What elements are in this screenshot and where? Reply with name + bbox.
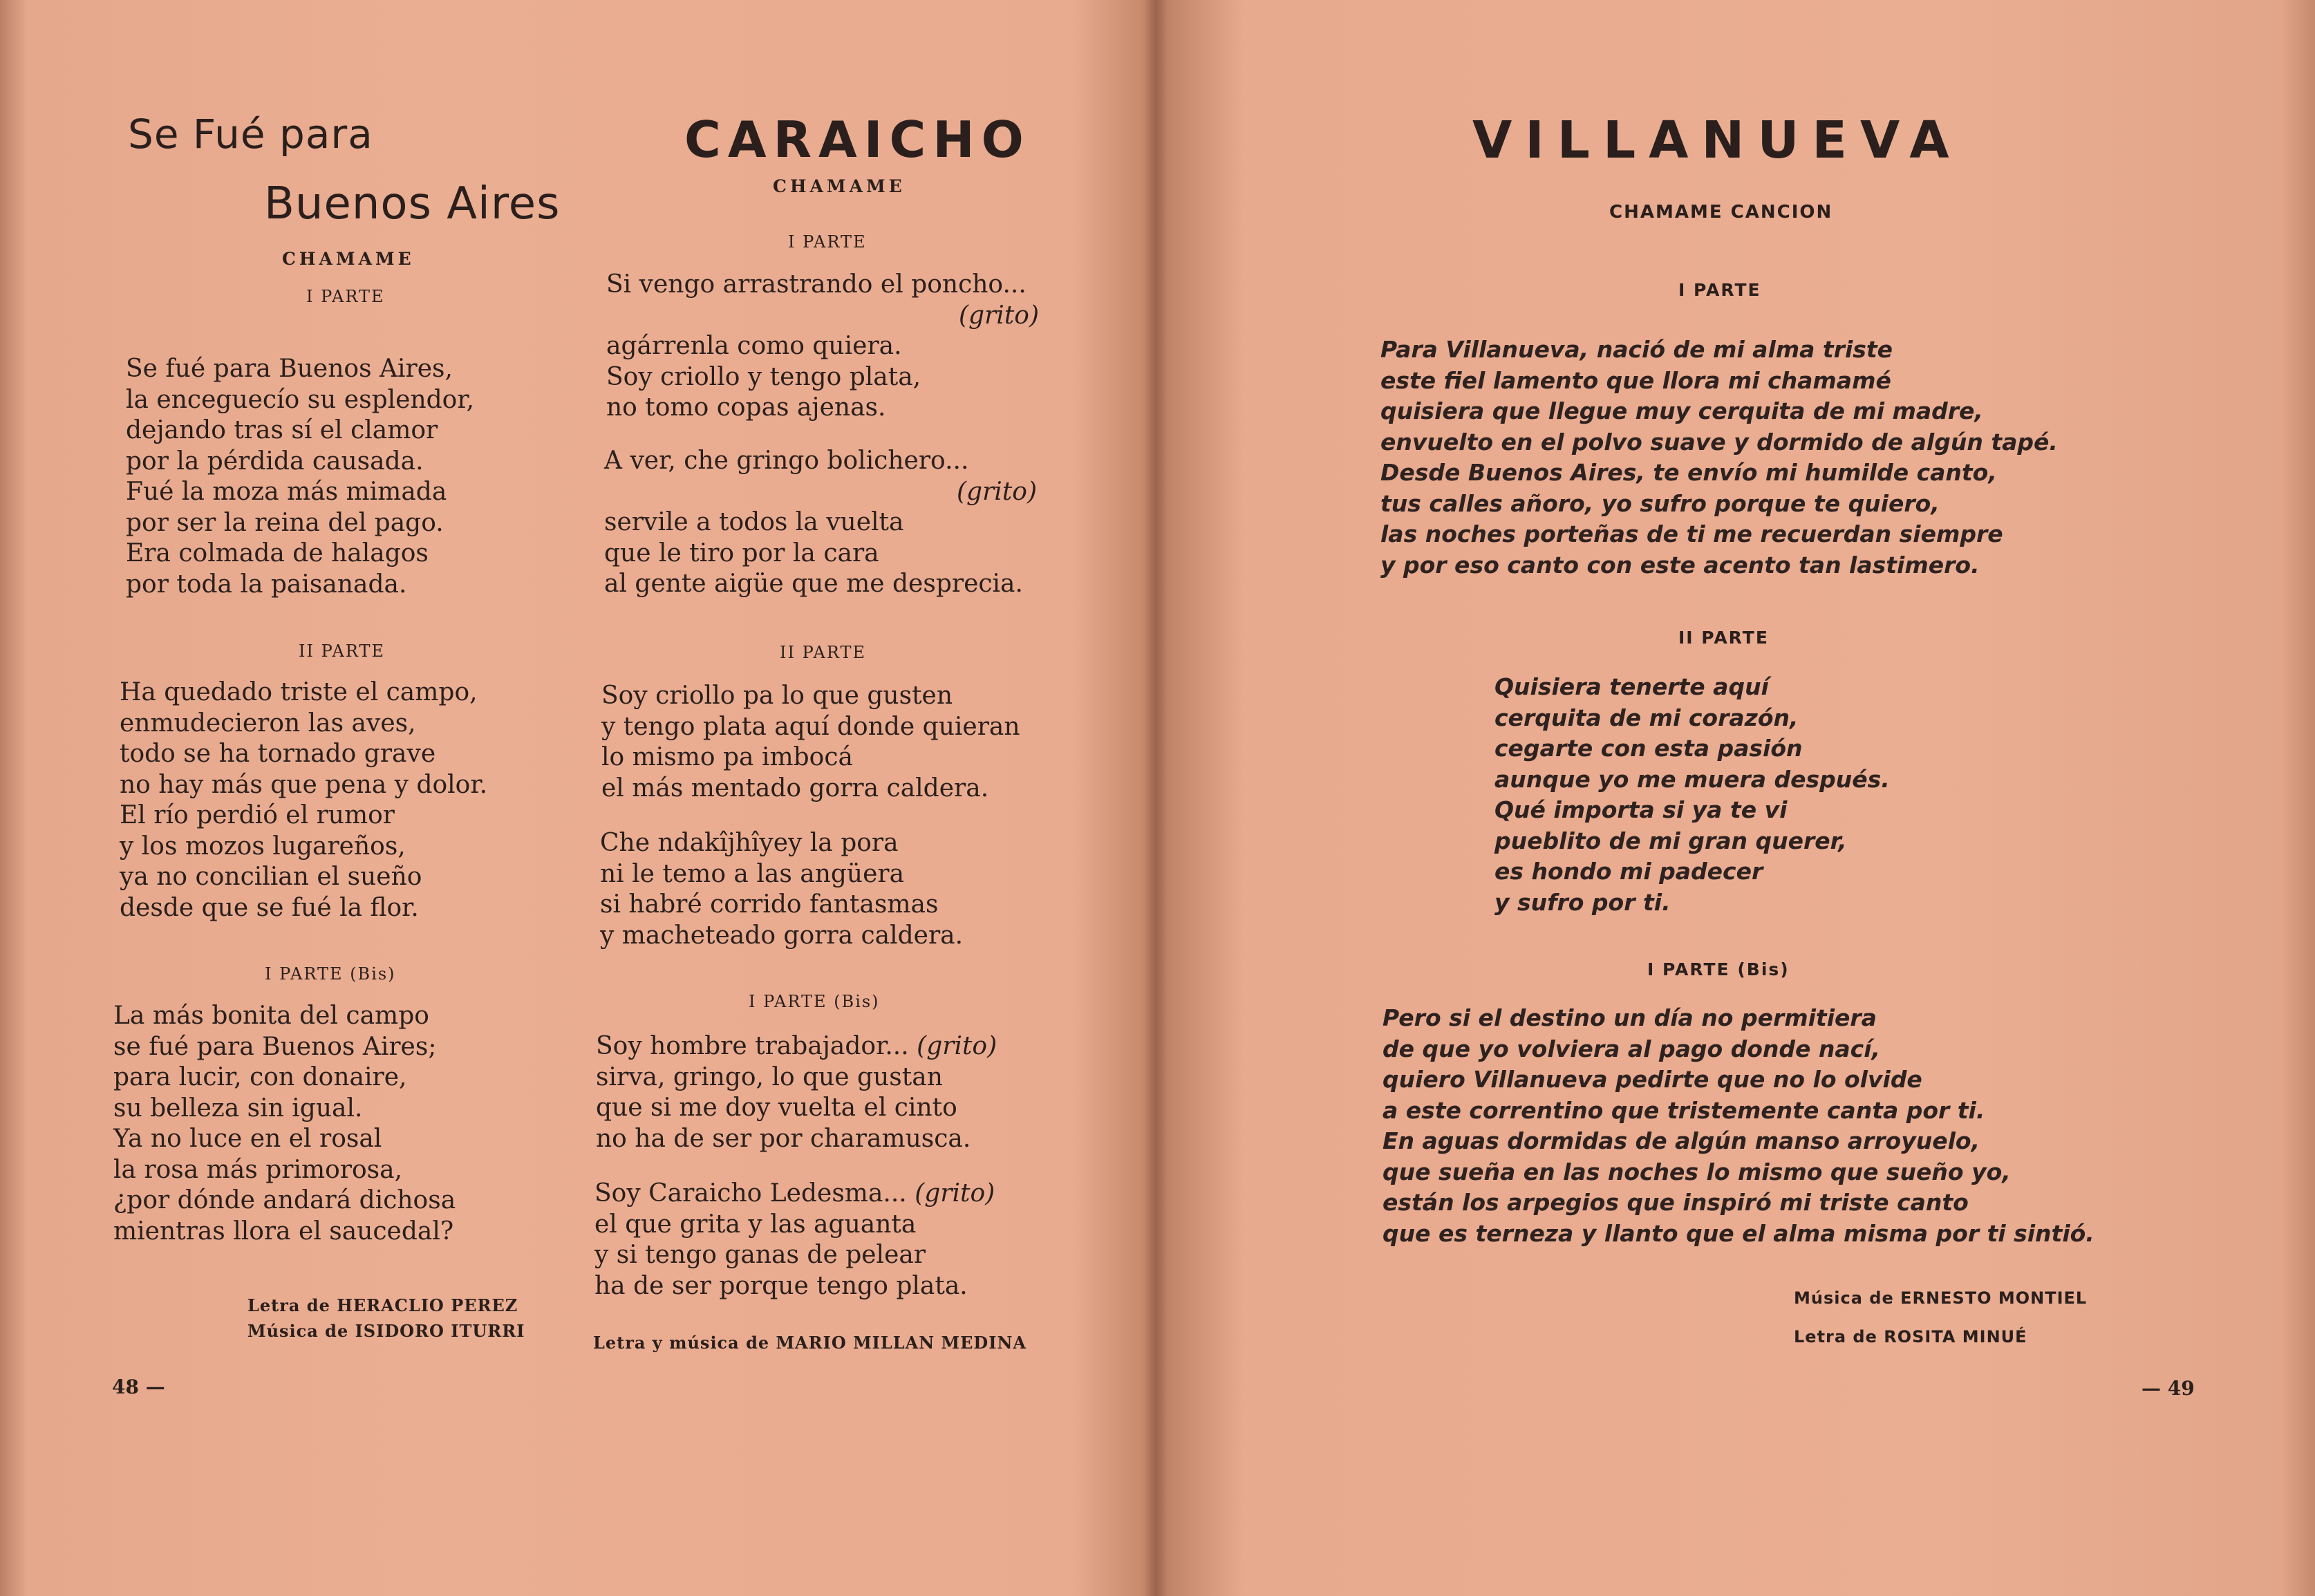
song1-part3 — [113, 1001, 456, 1247]
verse-line: este fiel lamento que llora mi chamamé — [1380, 366, 1891, 394]
song2-genre: CHAMAME — [773, 176, 906, 196]
verse-line: ni le temo a las angüera — [600, 859, 905, 888]
song1-part1 — [126, 354, 474, 600]
verse-line: se fué para Buenos Aires; — [113, 1032, 437, 1061]
villanueva-part2-label: II PARTE — [1678, 628, 1769, 648]
villanueva-credit-music: Música de ERNESTO MONTIEL — [1794, 1288, 2088, 1308]
song1-title-line2: Buenos Aires — [264, 178, 561, 229]
song1-part2 — [120, 677, 487, 923]
verse-line: Quisiera tenerte aquí — [1494, 673, 1769, 700]
song1-credit-music: Música de ISIDORO ITURRI — [247, 1321, 525, 1341]
verse-line: enmudecieron las aves, — [120, 708, 416, 738]
villanueva-part3 — [1383, 1003, 2094, 1249]
verse-line: que le tiro por la cara — [604, 538, 879, 567]
verse-line: la rosa más primorosa, — [113, 1155, 403, 1184]
page-number-right: — 49 — [2141, 1377, 2195, 1400]
villanueva-credits — [1794, 1279, 2087, 1356]
verse-line: Si vengo arrastrando el poncho... — [606, 270, 1027, 299]
song2-stanza5 — [596, 1031, 997, 1154]
verse-line: agárrenla como quiera. — [606, 332, 902, 360]
verse-line: si habré corrido fantasmas — [600, 890, 939, 919]
verse-line: para lucir, con donaire, — [113, 1063, 407, 1091]
song2-title: CARAICHO — [684, 111, 1031, 169]
verse-line: cerquita de mi corazón, — [1494, 704, 1799, 731]
verse-line: no ha de ser por charamusca. — [596, 1124, 971, 1153]
verse-line: El río perdió el rumor — [120, 801, 395, 829]
verse-line: Soy criollo pa lo que gusten — [601, 682, 953, 710]
verse-line: Pero si el destino un día no permitiera — [1383, 1004, 1877, 1031]
verse-line: Era colmada de halagos — [126, 539, 429, 567]
verse-line — [594, 1179, 995, 1210]
song2-stanza1 — [606, 270, 1039, 424]
verse-line: quiero Villanueva pedirte que no lo olvide — [1383, 1066, 1922, 1093]
song2-part1-label: I PARTE — [788, 232, 867, 252]
verse-line: el más mentado gorra caldera. — [601, 773, 989, 802]
song2-stanza3 — [601, 681, 1020, 804]
verse-line: Desde Buenos Aires, te envío mi humilde canto, — [1380, 459, 1997, 486]
villanueva-credit-lyrics: Letra de ROSITA MINUÉ — [1794, 1327, 2027, 1346]
verse-line: que es terneza y llanto que el alma misma por ti sintió. — [1383, 1219, 2094, 1247]
song1-part3-label: I PARTE (Bis) — [265, 964, 396, 984]
song1-title-line1: Se Fué para — [128, 111, 373, 158]
verse-line: envuelto en el polvo suave y dormido de algún tapé. — [1380, 428, 2058, 456]
villanueva-part1 — [1380, 335, 2058, 581]
verse-line — [596, 1031, 997, 1062]
villanueva-title: VILLANUEVA — [1472, 111, 1962, 170]
villanueva-genre: CHAMAME CANCION — [1609, 202, 1833, 223]
song1-part1-label: I PARTE — [306, 287, 385, 306]
verse-line: no hay más que pena y dolor. — [120, 770, 488, 799]
verse-line: Soy criollo y tengo plata, — [606, 362, 921, 391]
page-number-left: 48 — — [112, 1376, 165, 1398]
verse-line: su belleza sin igual. — [113, 1093, 363, 1123]
song1-genre: CHAMAME — [282, 249, 415, 269]
verse-line: desde que se fué la flor. — [120, 893, 419, 922]
verse-line: y sufro por ti. — [1494, 888, 1671, 916]
grito-note: (grito) — [957, 477, 1037, 506]
verse-line: pueblito de mi gran querer, — [1494, 827, 1847, 854]
verse-line: Che ndakîjhîyey la pora — [600, 829, 899, 857]
verse-line: quisiera que llegue muy cerquita de mi madre, — [1380, 397, 1983, 424]
verse-line: es hondo mi padecer — [1494, 858, 1763, 885]
verse-line: Ha quedado triste el campo, — [120, 678, 478, 706]
verse-text: Soy hombre trabajador... — [596, 1032, 909, 1060]
verse-line: tus calles añoro, yo sufro porque te quiero, — [1380, 489, 1940, 517]
verse-line: y macheteado gorra caldera. — [600, 921, 964, 950]
verse-line: sirva, gringo, lo que gustan — [596, 1062, 943, 1091]
verse-line: todo se ha tornado grave — [120, 740, 436, 768]
verse-line: y si tengo ganas de pelear — [594, 1241, 926, 1269]
verse-line: de que yo volviera al pago donde nací, — [1383, 1035, 1881, 1062]
verse-line: La más bonita del campo — [113, 1002, 429, 1030]
grito-note: (grito) — [917, 1032, 997, 1060]
verse-line: y los mozos lugareños, — [120, 832, 406, 861]
verse-line: Qué importa si ya te vi — [1494, 796, 1788, 823]
verse-line: servile a todos la vuelta — [604, 508, 904, 536]
verse-line: por la pérdida causada. — [126, 447, 424, 476]
verse-line: están los arpegios que inspiró mi triste canto — [1383, 1189, 1969, 1216]
verse-line: ya no concilian el sueño — [120, 863, 422, 891]
verse-line: las noches porteñas de ti me recuerdan siempre — [1380, 520, 2003, 547]
verse-line: Ya no luce en el rosal — [113, 1125, 382, 1153]
verse-line: no tomo copas ajenas. — [606, 393, 886, 422]
song2-stanza2 — [604, 446, 1037, 600]
song2-stanza6 — [594, 1179, 995, 1302]
verse-line: aunque yo me muera después. — [1494, 765, 1890, 793]
verse-line: la enceguecío su esplendor, — [126, 385, 475, 414]
song1-credit-lyrics: Letra de HERACLIO PEREZ — [247, 1295, 518, 1315]
verse-line: A ver, che gringo bolichero... — [604, 447, 969, 475]
verse-line: que sueña en las noches lo mismo que sueño yo, — [1383, 1158, 2011, 1185]
verse-text: Soy Caraicho Ledesma... — [594, 1179, 907, 1208]
villanueva-part3-label: I PARTE (Bis) — [1647, 959, 1790, 979]
verse-line: por ser la reina del pago. — [126, 508, 444, 537]
verse-line: y tengo plata aquí donde quieran — [601, 712, 1020, 741]
villanueva-part1-label: I PARTE — [1678, 280, 1761, 300]
verse-line: al gente aigüe que me desprecia. — [604, 570, 1023, 598]
song2-part3-label: I PARTE (Bis) — [749, 992, 880, 1011]
song1-credits — [247, 1293, 525, 1344]
verse-line: por toda la paisanada. — [126, 570, 407, 599]
verse-line: lo mismo pa imbocá — [601, 743, 853, 771]
song2-part2-label: II PARTE — [780, 643, 867, 662]
verse-line: ha de ser porque tengo plata. — [594, 1271, 968, 1300]
verse-line: Fué la moza más mimada — [126, 478, 447, 506]
verse-line: y por eso canto con este acento tan lastimero. — [1380, 551, 1980, 579]
verse-line: dejando tras sí el clamor — [126, 416, 438, 444]
villanueva-part2 — [1494, 672, 1890, 918]
verse-line: cegarte con esta pasión — [1494, 735, 1803, 762]
verse-line: Para Villanueva, nació de mi alma triste — [1380, 336, 1893, 363]
grito-note: (grito) — [959, 301, 1039, 330]
verse-line: que si me doy vuelta el cinto — [596, 1093, 957, 1122]
song1-part2-label: II PARTE — [299, 641, 386, 661]
verse-line: En aguas dormidas de algún manso arroyuelo, — [1383, 1127, 1980, 1154]
song2-credit: Letra y música de MARIO MILLAN MEDINA — [593, 1333, 1027, 1353]
verse-line: ¿por dónde andará dichosa — [113, 1186, 456, 1214]
verse-line: el que grita y las aguanta — [594, 1210, 917, 1239]
left-page — [0, 0, 1156, 1596]
song2-stanza4 — [600, 828, 963, 951]
verse-line: Se fué para Buenos Aires, — [126, 355, 453, 383]
verse-line: mientras llora el saucedal? — [113, 1217, 454, 1246]
grito-note: (grito) — [915, 1179, 995, 1208]
verse-line: a este correntino que tristemente canta por ti. — [1383, 1096, 1985, 1124]
